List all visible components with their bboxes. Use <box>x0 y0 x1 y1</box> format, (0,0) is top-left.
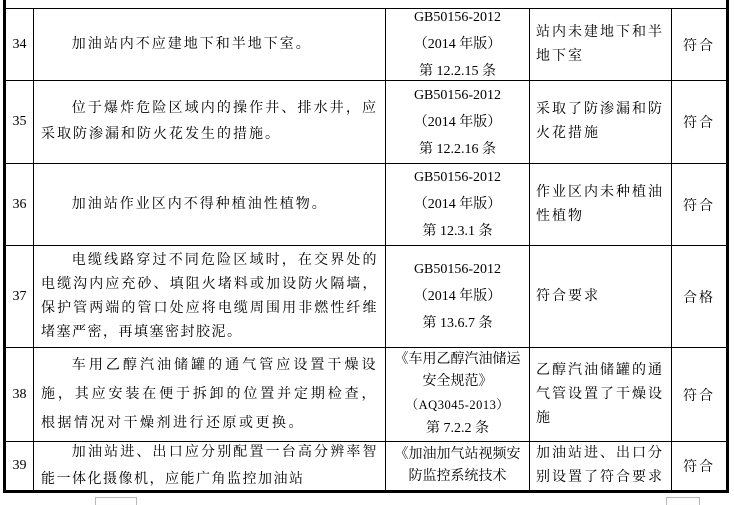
table-row <box>6 8 726 80</box>
actual-text: 站内未建地下和半地下室 <box>536 24 664 64</box>
requirement-cell <box>34 164 386 245</box>
row-number-cell <box>6 164 34 245</box>
basis-line: （2014 年版） <box>413 197 502 212</box>
basis-line: 第 7.2.2 条 <box>426 421 489 436</box>
requirement-text: 加油站进、出口应分别配置一台高分辨率智能一体化摄像机，应能广角监控加油站 <box>41 445 378 487</box>
row-number-cell <box>6 348 34 441</box>
row-number: 35 <box>12 114 27 129</box>
basis-line: （2014 年版） <box>413 114 502 130</box>
table-row <box>6 441 726 490</box>
result-text: 符合 <box>683 460 715 475</box>
basis-line: GB50156-2012 <box>413 87 502 103</box>
row-number: 36 <box>12 196 27 212</box>
table-row <box>6 80 726 163</box>
basis-line: 《加油加气站视频安防监控系统技术 <box>394 447 521 484</box>
basis-line: （2014 年版） <box>413 289 502 304</box>
basis-line: GB50156-2012 <box>413 10 502 25</box>
basis-cell <box>386 442 530 490</box>
actual-cell <box>530 442 672 490</box>
basis-cell <box>386 348 530 441</box>
requirement-cell <box>34 81 386 163</box>
table-row <box>6 163 726 245</box>
actual-cell <box>530 164 672 245</box>
requirement-cell <box>34 9 386 80</box>
basis-line: 第 12.2.15 条 <box>419 64 496 79</box>
table-row <box>6 347 726 441</box>
requirement-cell <box>34 348 386 441</box>
result-text: 合格 <box>683 290 715 306</box>
actual-cell <box>530 348 672 441</box>
result-cell <box>672 442 726 490</box>
row-number: 38 <box>12 386 27 402</box>
row-number: 37 <box>12 288 27 304</box>
requirement-text: 加油站内不应建地下和半地下室。 <box>71 36 312 52</box>
actual-text: 符合要求 <box>536 288 600 304</box>
row-number-cell <box>6 81 34 163</box>
result-cell <box>672 246 726 347</box>
basis-line: GB50156-2012 <box>413 262 502 277</box>
requirement-text: 电缆线路穿过不同危险区域时，在交界处的电缆沟内应充砂、填阻火堵料或加设防火隔墙，保护管两端的管口处应将电缆周围用非燃性纤维堵塞严密，再填塞密封胶泥。 <box>41 252 378 340</box>
result-cell <box>672 9 726 80</box>
actual-text: 作业区内未种植油性植物 <box>536 184 664 224</box>
result-cell <box>672 164 726 245</box>
compliance-table <box>3 0 729 493</box>
result-text: 符合 <box>683 388 715 404</box>
requirement-text: 加油站作业区内不得种植油性植物。 <box>71 196 328 212</box>
actual-cell <box>530 246 672 347</box>
previous-row-fragment <box>6 0 726 8</box>
basis-cell <box>386 81 530 163</box>
basis-line: GB50156-2012 <box>413 170 502 185</box>
result-cell <box>672 348 726 441</box>
requirement-text: 位于爆炸危险区域内的操作井、排水井，应采取防渗漏和防火花发生的措施。 <box>41 101 378 142</box>
basis-line: 第 12.3.1 条 <box>422 224 493 239</box>
row-number: 34 <box>12 36 27 52</box>
result-text: 符合 <box>683 198 715 214</box>
actual-text: 加油站进、出口分别设置了符合要求 <box>536 446 664 485</box>
requirement-text: 车用乙醇汽油储罐的通气管应设置干燥设施，其应安装在便于拆卸的位置并定期检查，根据情况对干燥剂进行还原或更换。 <box>41 358 378 431</box>
row-number-cell <box>6 442 34 490</box>
row-number: 39 <box>12 458 27 473</box>
basis-cell <box>386 9 530 80</box>
row-number-cell <box>6 246 34 347</box>
basis-cell <box>386 246 530 347</box>
actual-cell <box>530 81 672 163</box>
actual-text: 采取了防渗漏和防火花措施 <box>536 102 664 141</box>
basis-line: 第 12.2.16 条 <box>419 141 496 157</box>
basis-line: （AQ3045-2013） <box>405 398 510 412</box>
basis-line: 《车用乙醇汽油储运安全规范》 <box>394 352 521 389</box>
result-text: 符合 <box>683 38 715 54</box>
basis-line: 第 13.6.7 条 <box>422 316 493 331</box>
table-row <box>6 245 726 347</box>
requirement-cell <box>34 442 386 490</box>
basis-cell <box>386 164 530 245</box>
result-cell <box>672 81 726 163</box>
next-page-cell-fragment <box>666 497 700 505</box>
result-text: 符合 <box>683 116 715 131</box>
next-page-cell-fragment <box>95 497 137 505</box>
actual-cell <box>530 9 672 80</box>
row-number-cell <box>6 9 34 80</box>
requirement-cell <box>34 246 386 347</box>
actual-text: 乙醇汽油储罐的通气管设置了干燥设施 <box>536 362 664 426</box>
basis-line: （2014 年版） <box>413 37 502 52</box>
